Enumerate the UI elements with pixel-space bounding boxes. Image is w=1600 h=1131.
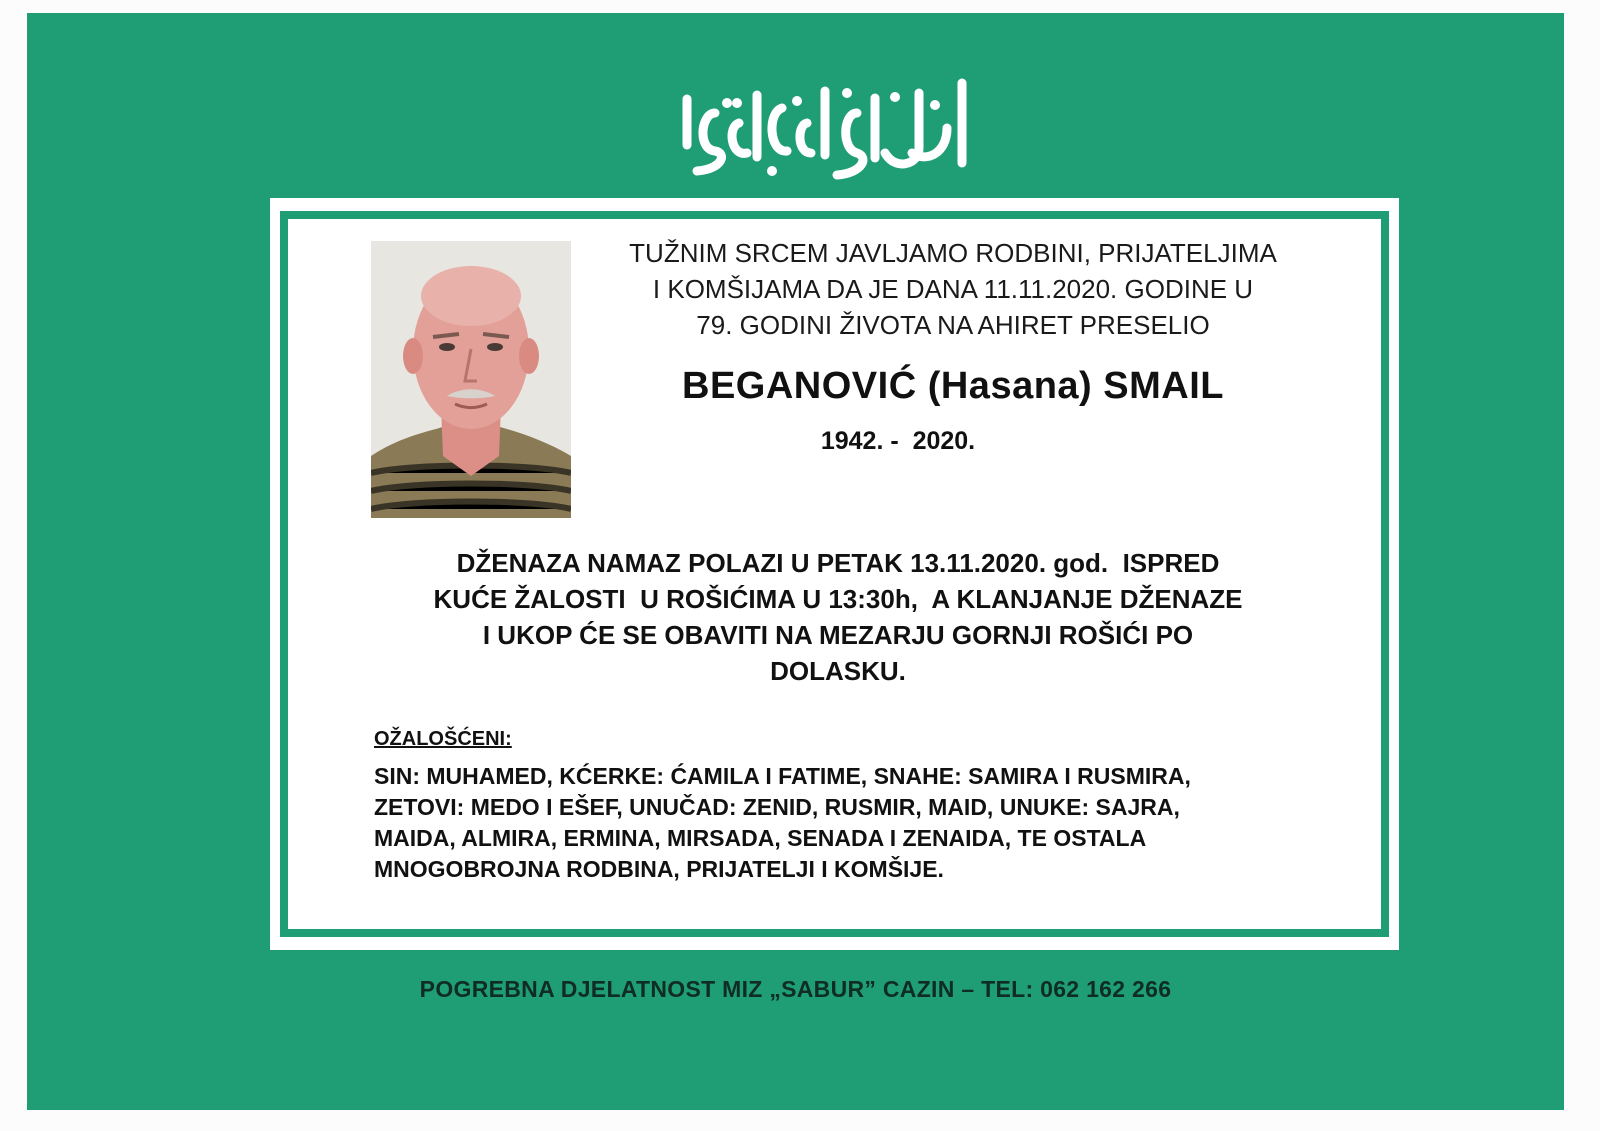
announcement-line: 79. GODINI ŽIVOTA NA AHIRET PRESELIO — [696, 310, 1210, 340]
deceased-name: BEGANOVIĆ (Hasana) SMAIL — [682, 365, 1224, 407]
mourners-list — [374, 761, 1374, 885]
frame-content — [288, 219, 1381, 929]
funeral-line: KUĆE ŽALOSTI U ROŠIĆIMA U 13:30h, A KLANJANJE DŽENAZE — [433, 584, 1243, 614]
funeral-line: I UKOP ĆE SE OBAVITI NA MEZARJU GORNJI ROŠIĆI PO — [482, 620, 1194, 650]
funeral-service-footer: POGREBNA DJELATNOST MIZ „SABUR” CAZIN – TEL: 062 162 266 — [419, 976, 1172, 1002]
life-years: 1942. - 2020. — [820, 427, 976, 455]
announcement-line: TUŽNIM SRCEM JAVLJAMO RODBINI, PRIJATELJIMA — [629, 238, 1277, 268]
arabic-calligraphy — [657, 53, 997, 193]
mourners-line: SIN: MUHAMED, KĆERKE: ĆAMILA I FATIME, SNAHE: SAMIRA I RUSMIRA, — [374, 763, 1191, 789]
funeral-line: DŽENAZA NAMAZ POLAZI U PETAK 13.11.2020. god. ISPRED — [456, 548, 1220, 578]
frame-border — [280, 211, 1389, 937]
mourners-line: MAIDA, ALMIRA, ERMINA, MIRSADA, SENADA I ZENAIDA, TE OSTALA — [374, 825, 1147, 851]
mourners-heading: OŽALOŠĆENI: — [374, 728, 512, 750]
portrait-photo — [371, 241, 571, 518]
white-frame — [270, 198, 1399, 950]
announcement-text — [573, 235, 1333, 343]
announcement-line: I KOMŠIJAMA DA JE DANA 11.11.2020. GODINE U — [652, 274, 1254, 304]
mourners-line: ZETOVI: MEDO I EŠEF, UNUČAD: ZENID, RUSMIR, MAID, UNUKE: SAJRA, — [374, 794, 1180, 820]
obituary-card — [27, 13, 1564, 1110]
mourners-line: MNOGOBROJNA RODBINA, PRIJATELJI I KOMŠIJE. — [374, 856, 944, 882]
funeral-details — [348, 545, 1328, 689]
funeral-line: DOLASKU. — [770, 656, 906, 686]
